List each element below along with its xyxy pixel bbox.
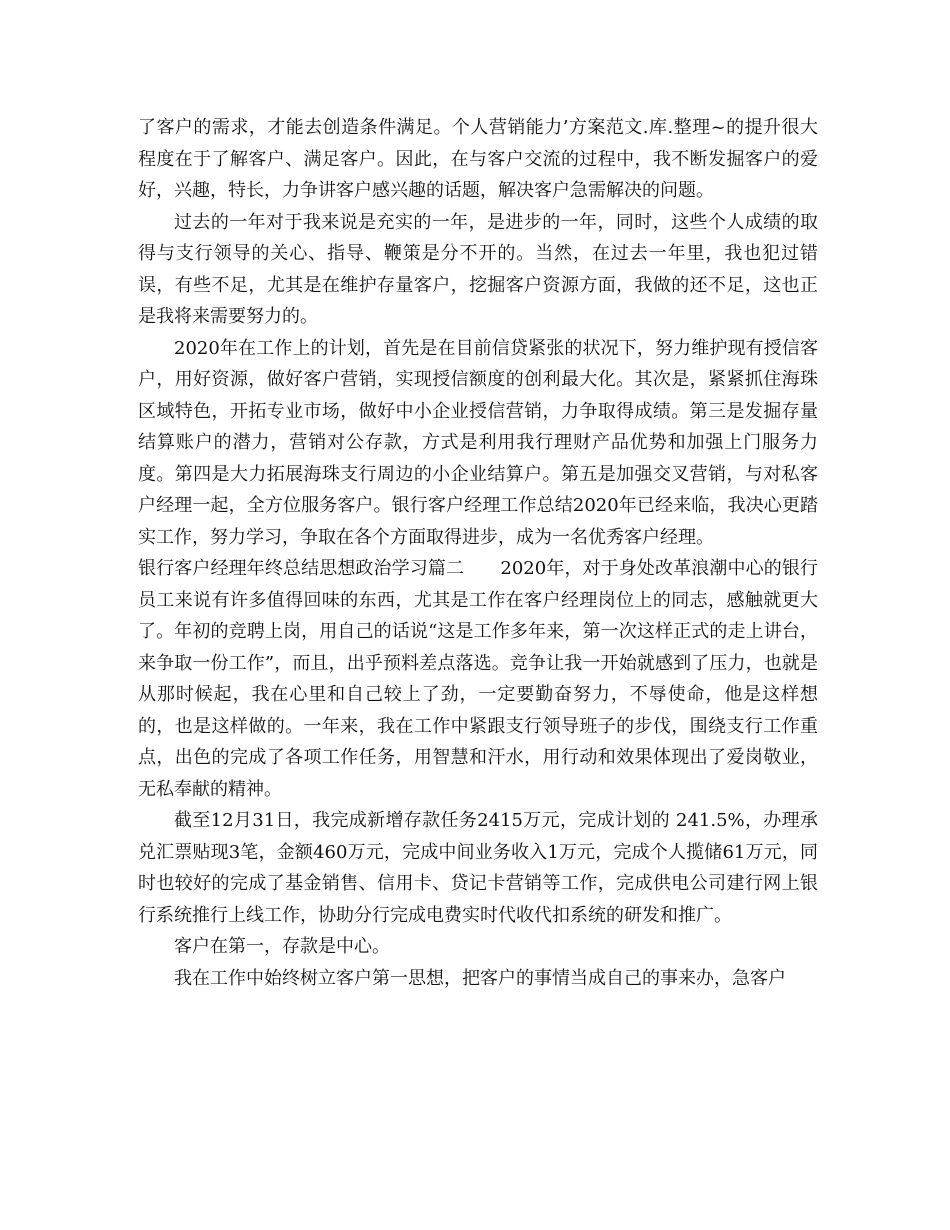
paragraph-7: 我在工作中始终树立客户第一思想，把客户的事情当成自己的事来办，急客户 xyxy=(174,967,786,989)
paragraph-3: 2020年在工作上的计划，首先是在目前信贷紧张的状况下，努力维护现有授信客户，用好资源，做好客户营销，实现授信额度的创利最大化。其次是，紧紧抓住海珠区域特色，开拓专业市场，做好中小企业授信营销，力争取得成绩。第三是发掘存量结算账户的潜力，营销对公存款，方式是利用我行理财产品优势和加强上门服务力度。第四是大力拓展海珠支行周边的小企业结算户。第五是加强交叉营销，与对私客户经理一起，全方位服务客户。银行客户经理工作总结2020年已经来临，我决心更踏实工作，努力学习，争取在各个方面取得进步，成为一名优秀客户经理。 xyxy=(138,337,818,548)
paragraph-5: 截至12月31日，我完成新增存款任务2415万元，完成计划的 241.5%，办理承兑汇票贴现3笔，金额460万元，完成中间业务收入1万元，完成个人揽储61万元，同时也较好的完成了基金销售、信用卡、贷记卡营销等工作，完成供电公司建行网上银行系统推行上线工作，协助分行完成电费实时代收代扣系统的研发和推广。 xyxy=(138,810,818,926)
section-heading: 银行客户经理年终总结思想政治学习篇二 xyxy=(138,558,465,579)
document-page xyxy=(138,112,818,994)
paragraph-2: 过去的一年对于我来说是充实的一年，是进步的一年，同时，这些个人成绩的取得与支行领导的关心、指导、鞭策是分不开的。当然，在过去一年里，我也犯过错误，有些不足，尤其是在维护存量客户，挖掘客户资源方面，我做的还不足，这也正是我将来需要努力的。 xyxy=(138,211,818,327)
paragraph-6: 客户在第一，存款是中心。 xyxy=(174,936,390,957)
paragraph-1: 了客户的需求，才能去创造条件满足。个人营销能力’方案范文.库.整理~的提升很大程度在于了解客户、满足客户。因此，在与客户交流的过程中，我不断发掘客户的爱好，兴趣，特长，力争讲客户感兴趣的话题，解决客户急需解决的问题。 xyxy=(138,117,818,201)
paragraph-4 xyxy=(138,553,818,805)
paragraph-4-body: 2020年，对于身处改革浪潮中心的银行员工来说有许多值得回味的东西，尤其是工作在客户经理岗位上的同志，感触就更大了。年初的竞聘上岗，用自己的话说“这是工作多年来，第一次这样正式的走上讲台，来争取一份工作”，而且，出乎预料差点落选。竞争让我一开始就感到了压力，也就是从那时候起，我在心里和自己较上了劲，一定要勤奋努力，不辱使命，他是这样想的，也是这样做的。一年来，我在工作中紧跟支行领导班子的步伐，围绕支行工作重点，出色的完成了各项工作任务，用智慧和汗水，用行动和效果体现出了爱岗敬业，无私奉献的精神。 xyxy=(138,558,818,800)
